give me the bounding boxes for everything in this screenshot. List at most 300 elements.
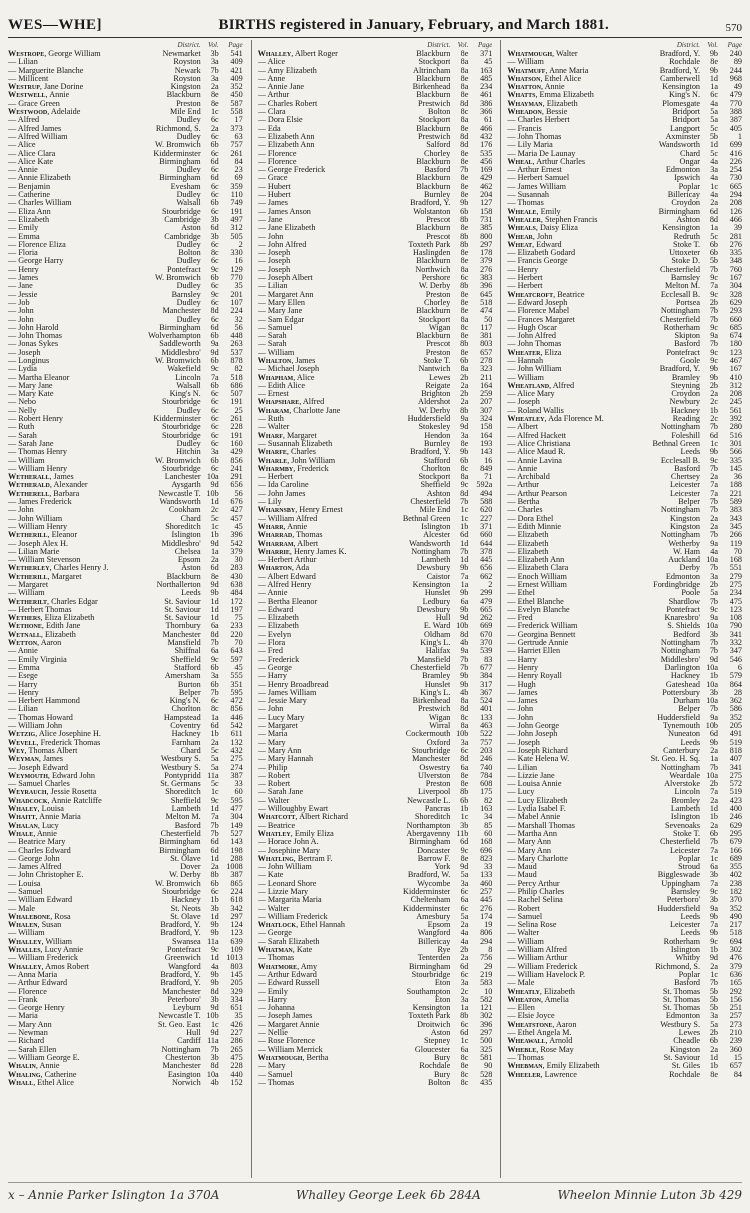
entry-name: — Floria: [8, 249, 38, 258]
entry-name: — Millicent: [8, 74, 49, 83]
entry-name: Whear, John: [507, 232, 553, 241]
entry-district: Birkenhead: [412, 83, 451, 92]
register-entry: [507, 448, 742, 456]
entry-page: 371: [480, 49, 493, 58]
entry-name: — Lydia Isabel F.: [507, 805, 566, 814]
entry-page: 679: [729, 837, 743, 847]
register-entry: [258, 423, 493, 431]
entry-name: — Charles William: [8, 199, 72, 208]
register-entry: [8, 946, 243, 954]
entry-volume: 7b: [709, 978, 719, 988]
entry-name: Whatmough, Walter: [507, 50, 578, 58]
entry-page: 227: [480, 513, 493, 523]
entry-volume: 6c: [210, 438, 219, 448]
entry-district: Chesterfield: [410, 498, 451, 507]
register-entry: [507, 805, 742, 813]
entry-page: 156: [729, 994, 743, 1004]
entry-district: Norwich: [172, 1078, 201, 1087]
entry-volume: 4a: [710, 98, 719, 108]
entry-district: Stockport: [418, 315, 451, 324]
entry-district: Goole: [680, 356, 701, 365]
entry-district: Chorlton: [421, 464, 451, 473]
entry-volume: 9c: [710, 347, 719, 357]
entry-page: 457: [230, 513, 243, 523]
register-entry: [8, 730, 243, 738]
entry-page: 208: [729, 198, 743, 208]
entry-district: Sheffield: [420, 481, 451, 490]
entry-district: Uppingham: [661, 879, 701, 888]
register-entry: [8, 971, 243, 979]
entry-district: Hendon: [424, 431, 451, 440]
entry-name: — John Christopher E.: [8, 871, 84, 880]
entry-district: Redruth: [673, 232, 701, 241]
entry-volume: 5a: [210, 762, 219, 772]
register-entry: [507, 208, 742, 216]
entry-district: Pontefract: [167, 946, 201, 955]
entry-page: 245: [729, 397, 743, 407]
register-entry: [507, 880, 742, 888]
register-entry: [8, 158, 243, 166]
register-entry: [507, 896, 742, 904]
entry-page: 262: [480, 613, 493, 623]
entry-volume: 1a: [460, 1003, 469, 1013]
register-entry: [258, 91, 493, 99]
entry-name: — Bertha Eleanor: [257, 597, 318, 606]
entry-volume: 1c: [210, 521, 219, 531]
register-entry: [8, 540, 243, 548]
entry-volume: 8a: [460, 115, 469, 125]
register-entry: [507, 316, 742, 324]
entry-volume: 6c: [460, 273, 469, 283]
entry-district: Lambeth: [421, 556, 451, 565]
register-entry: [8, 921, 243, 929]
entry-name: — Male: [507, 979, 535, 988]
register-entry: [507, 174, 742, 182]
entry-page: 10: [484, 986, 493, 996]
register-entry: [8, 1037, 243, 1045]
entry-page: 325: [480, 1044, 493, 1054]
entry-name: — Lizzie Jane: [507, 771, 555, 780]
entry-district: Bramley: [671, 373, 701, 382]
entry-volume: 2a: [460, 380, 469, 390]
entry-page: 445: [480, 555, 493, 565]
entry-district: Basford: [674, 464, 701, 473]
entry-name: — John William: [257, 863, 312, 872]
entry-volume: 6c: [460, 969, 469, 979]
entry-district: Northampton: [406, 821, 451, 830]
register-entry: [258, 863, 493, 871]
entry-name: — John: [8, 506, 34, 515]
entry-page: 491: [729, 729, 743, 739]
entry-district: Leeds: [181, 589, 201, 598]
entry-name: — Florence Eliza: [8, 240, 66, 249]
entry-page: 304: [729, 281, 743, 291]
entry-district: Melton M.: [165, 813, 201, 822]
entry-page: 149: [230, 820, 243, 830]
entry-name: Wharram, Albert: [257, 539, 319, 548]
register-entry: [8, 266, 243, 274]
entry-volume: 2b: [709, 297, 719, 307]
entry-volume: 9b: [460, 604, 469, 614]
register-entry: [8, 473, 243, 481]
entry-page: 84: [733, 1069, 743, 1079]
entry-name: Wheatcroft, Beatrice: [507, 290, 585, 299]
entry-name: — Esege: [8, 672, 38, 681]
entry-page: 657: [480, 347, 493, 357]
entry-page: 307: [480, 405, 493, 415]
register-entry: [507, 100, 742, 108]
entry-volume: 7b: [460, 165, 469, 175]
entry-page: 328: [729, 289, 743, 299]
entry-name: — Thomas: [257, 954, 295, 963]
entry-page: 60: [234, 787, 243, 797]
entry-name: — Samuel: [257, 323, 293, 332]
entry-district: Shiffnal: [174, 647, 201, 656]
entry-district: Stoke T.: [673, 829, 701, 838]
entry-name: — Fred: [507, 614, 533, 623]
register-entry: [507, 125, 742, 133]
entry-volume: 7b: [210, 687, 219, 697]
entry-district: Cookham: [168, 506, 201, 515]
entry-name: — Harry: [257, 672, 287, 681]
entry-volume: 2b: [460, 372, 469, 382]
entry-district: Halifax: [425, 647, 451, 656]
entry-district: Stafford: [173, 663, 201, 672]
entry-page: 241: [230, 463, 243, 473]
entry-district: Reigate: [425, 381, 451, 390]
entry-page: 427: [230, 505, 243, 515]
entry-page: 221: [729, 488, 743, 498]
entry-volume: 1a: [210, 712, 219, 722]
entry-page: 644: [480, 538, 493, 548]
entry-name: Weymouth, Edward John: [8, 771, 95, 780]
entry-page: 500: [480, 1036, 493, 1046]
register-entry: [258, 440, 493, 448]
entry-volume: 9b: [709, 49, 719, 58]
entry-volume: 9d: [210, 538, 219, 548]
entry-name: — Emily: [257, 987, 288, 996]
entry-page: 387: [230, 870, 243, 880]
entry-district: Ashton: [676, 215, 701, 224]
entry-volume: 9b: [460, 563, 469, 573]
entry-volume: 9d: [709, 654, 719, 664]
entry-name: — Lilian Marie: [8, 547, 60, 556]
entry-district: Rochdale: [669, 1070, 701, 1079]
register-entry: [8, 913, 243, 921]
entry-volume: 8b: [460, 231, 469, 241]
entry-page: 582: [480, 994, 493, 1004]
entry-district: St. Olave: [170, 912, 201, 921]
register-entry: [258, 573, 493, 581]
entry-page: 2: [488, 580, 493, 589]
entry-page: 167: [729, 364, 743, 374]
entry-district: Kidderminster: [403, 904, 451, 913]
register-entry: [8, 747, 243, 755]
entry-volume: 1b: [709, 812, 719, 822]
entry-district: Middlesbro': [161, 539, 201, 548]
register-entry: [258, 747, 493, 755]
entry-volume: 5b: [709, 256, 719, 266]
register-entry: [258, 913, 493, 921]
entry-page: 466: [480, 123, 493, 133]
entry-page: 348: [729, 256, 743, 266]
entry-page: 699: [729, 140, 743, 150]
entry-district: Cambridge: [164, 215, 201, 224]
entry-district: Pontefract: [666, 605, 701, 614]
entry-page: 466: [729, 214, 743, 224]
entry-district: Newcastle T.: [158, 1012, 201, 1021]
register-entry: [8, 954, 243, 962]
entry-name: — William Frederick: [8, 954, 79, 963]
entry-page: 519: [729, 787, 743, 797]
entry-volume: 9c: [210, 654, 219, 664]
entry-district: Lincoln: [175, 373, 201, 382]
entry-name: — Alice Kate: [8, 157, 54, 166]
entry-district: Blackburn: [166, 91, 201, 100]
entry-page: 302: [729, 945, 743, 955]
entry-name: Whalles, Lucy Annie: [8, 946, 84, 955]
entry-district: Swansea: [172, 937, 201, 946]
entry-volume: 7b: [709, 339, 719, 349]
entry-district: Stafford: [423, 456, 451, 465]
entry-page: 220: [230, 629, 243, 639]
register-entry: [507, 307, 742, 315]
entry-name: — James: [507, 688, 538, 697]
entry-district: Hackney: [171, 730, 201, 739]
entry-name: Whatling, Bertram F.: [257, 854, 333, 863]
entry-page: 674: [729, 331, 743, 341]
entry-name: Whalley, Albert Roger: [257, 50, 338, 58]
entry-page: 430: [230, 571, 243, 581]
entry-name: Wheadon, Bessie: [507, 108, 568, 117]
entry-name: — Henry: [507, 663, 539, 672]
entry-volume: 5a: [710, 107, 719, 117]
entry-name: — William Frederick: [257, 912, 328, 921]
entry-name: — Mary Jane: [8, 381, 53, 390]
entry-page: 172: [230, 596, 243, 606]
entry-page: 323: [480, 364, 493, 374]
entry-page: 278: [480, 355, 493, 365]
entry-volume: 10a: [706, 555, 719, 565]
entry-page: 201: [230, 289, 243, 299]
entry-name: — Alfred Hackett: [507, 431, 566, 440]
entry-district: Leeds: [680, 929, 701, 938]
entry-district: Bethnal Green: [402, 514, 451, 523]
register-entry: [258, 714, 493, 722]
entry-district: St. Olave: [170, 854, 201, 863]
entry-district: Wandsworth: [409, 539, 451, 548]
register-entry: [258, 432, 493, 440]
entry-volume: 7b: [709, 563, 719, 573]
register-entry: [258, 349, 493, 357]
entry-volume: 9b: [709, 372, 719, 382]
entry-district: Mansfield: [167, 639, 201, 648]
entry-district: Pontefract: [666, 348, 701, 357]
entry-volume: 1d: [709, 804, 719, 814]
entry-volume: 8e: [460, 256, 469, 266]
entry-district: Chesterfield: [660, 838, 701, 847]
entry-page: 297: [230, 911, 243, 921]
register-entry: [8, 863, 243, 871]
entry-page: 823: [480, 853, 493, 863]
entry-page: 174: [480, 911, 493, 921]
entry-volume: 7b: [210, 638, 219, 648]
entry-page: 460: [480, 878, 493, 888]
entry-page: 572: [729, 779, 743, 789]
entry-district: Newark: [174, 66, 201, 75]
entry-page: 275: [729, 580, 743, 589]
handwritten-note: Wheelon Minnie Luton 3b 429: [557, 1188, 742, 1202]
entry-name: Wetherilt, Charles Edgar: [8, 597, 98, 606]
entry-volume: 7a: [710, 488, 719, 498]
register-entry: [507, 465, 742, 473]
entry-volume: 8b: [460, 214, 469, 224]
register-entry: [258, 257, 493, 265]
entry-volume: 6c: [210, 190, 219, 200]
register-entry: [507, 722, 742, 730]
entry-district: Bradford, Y.: [659, 365, 701, 374]
entry-volume: 2b: [460, 945, 469, 955]
entry-page: 84: [234, 156, 243, 166]
entry-page: 618: [230, 895, 243, 905]
register-entry: [258, 954, 493, 962]
register-entry: [258, 540, 493, 548]
entry-name: — Annie Elizabeth: [8, 174, 71, 183]
entry-name: Whalley, William: [8, 937, 72, 946]
entry-name: — Mary Kate: [8, 390, 54, 399]
entry-page: 537: [230, 347, 243, 357]
entry-volume: 9d: [210, 1028, 219, 1038]
entry-name: — Jane: [8, 282, 33, 291]
register-entry: [8, 125, 243, 133]
entry-page: 312: [230, 223, 243, 233]
entry-page: 279: [729, 571, 743, 581]
entry-page: 234: [480, 82, 493, 92]
entry-volume: 8b: [460, 281, 469, 291]
entry-volume: 1a: [210, 546, 219, 556]
entry-district: Weardale: [669, 771, 701, 780]
entry-page: 217: [729, 920, 743, 930]
register-entry: [258, 58, 493, 66]
register-entry: [507, 1071, 742, 1079]
entry-district: Dudley: [176, 132, 201, 141]
entry-name: Westrup, Jane Dorine: [8, 83, 84, 92]
entry-volume: 3a: [460, 978, 469, 988]
register-column: [8, 40, 243, 1178]
entry-volume: 8d: [460, 754, 469, 764]
entry-volume: 6d: [460, 837, 469, 847]
entry-name: — Joseph Edward: [8, 763, 69, 772]
entry-volume: 1b: [709, 405, 719, 415]
entry-page: 518: [729, 928, 743, 938]
entry-volume: 8b: [460, 239, 469, 249]
register-entry: [258, 772, 493, 780]
entry-volume: 11a: [207, 1036, 219, 1046]
entry-page: 497: [230, 214, 243, 224]
entry-name: Whatley, Emily Eliza: [257, 829, 334, 838]
entry-volume: 7b: [709, 530, 719, 540]
entry-page: 275: [230, 754, 243, 764]
entry-district: W. Bromwich: [155, 274, 201, 283]
entry-district: Basford: [174, 821, 201, 830]
entry-volume: 7b: [460, 497, 469, 507]
register-entry: [258, 116, 493, 124]
entry-page: 246: [729, 812, 743, 822]
entry-page: 409: [230, 57, 243, 67]
entry-page: 387: [230, 770, 243, 780]
entry-volume: 4a: [460, 936, 469, 946]
entry-volume: 10a: [706, 696, 719, 706]
entry-volume: 6d: [709, 206, 719, 216]
entry-district: Bolton: [428, 1078, 451, 1087]
register-entry: [507, 58, 742, 66]
register-entry: [507, 581, 742, 589]
entry-name: Westwell, Annie: [8, 91, 70, 100]
entry-district: Rye: [437, 946, 451, 955]
register-entry: [507, 606, 742, 614]
entry-page: 210: [729, 1028, 743, 1038]
entry-district: Nottingham: [161, 1045, 201, 1054]
entry-volume: 1b: [460, 804, 469, 814]
register-entry: [507, 249, 742, 257]
entry-page: 429: [480, 173, 493, 183]
entry-page: 205: [729, 721, 743, 731]
entry-page: 288: [230, 853, 243, 863]
entry-name: — John Thomas: [507, 132, 562, 141]
register-entry: [507, 349, 742, 357]
entry-name: — Joseph Albert: [257, 274, 313, 283]
register-entry: [258, 75, 493, 83]
entry-page: 379: [230, 546, 243, 556]
entry-name: — John George: [507, 722, 560, 731]
entry-district: Richmond, S.: [655, 962, 701, 971]
entry-volume: 2c: [710, 397, 719, 407]
entry-district: Bury: [433, 1053, 451, 1062]
entry-page: 85: [484, 820, 493, 830]
entry-district: Bolton: [178, 249, 201, 258]
entry-name: — Kate: [257, 871, 284, 880]
entry-name: Wharmby, Frederick: [257, 464, 329, 473]
register-entry: [8, 1079, 243, 1087]
entry-volume: 9d: [460, 613, 469, 623]
entry-page: 686: [230, 380, 243, 390]
entry-volume: 6c: [210, 148, 219, 158]
register-entry: [507, 374, 742, 382]
entry-volume: 10b: [705, 721, 719, 731]
entry-page: 608: [480, 779, 493, 789]
register-entry: [8, 697, 243, 705]
entry-page: 286: [230, 1036, 243, 1046]
entry-page: 362: [729, 696, 743, 706]
entry-district: Leyburn: [172, 1004, 201, 1013]
entry-district: Chertsey: [670, 473, 701, 482]
entry-page: 401: [480, 704, 493, 714]
register-entry: [8, 564, 243, 572]
entry-page: 360: [729, 1044, 743, 1054]
entry-page: 479: [729, 90, 743, 100]
entry-page: 8: [488, 945, 493, 955]
entry-name: Wethone, Edith Jane: [8, 622, 81, 631]
entry-volume: 8a: [460, 364, 469, 374]
entry-volume: 9c: [710, 273, 719, 283]
register-entry: [258, 158, 493, 166]
entry-district: St. Saviour: [663, 1053, 701, 1062]
entry-district: Dudley: [176, 257, 201, 266]
register-entry: [8, 689, 243, 697]
register-entry: [258, 457, 493, 465]
register-entry: [258, 448, 493, 456]
entry-name: — Charles: [507, 506, 543, 515]
